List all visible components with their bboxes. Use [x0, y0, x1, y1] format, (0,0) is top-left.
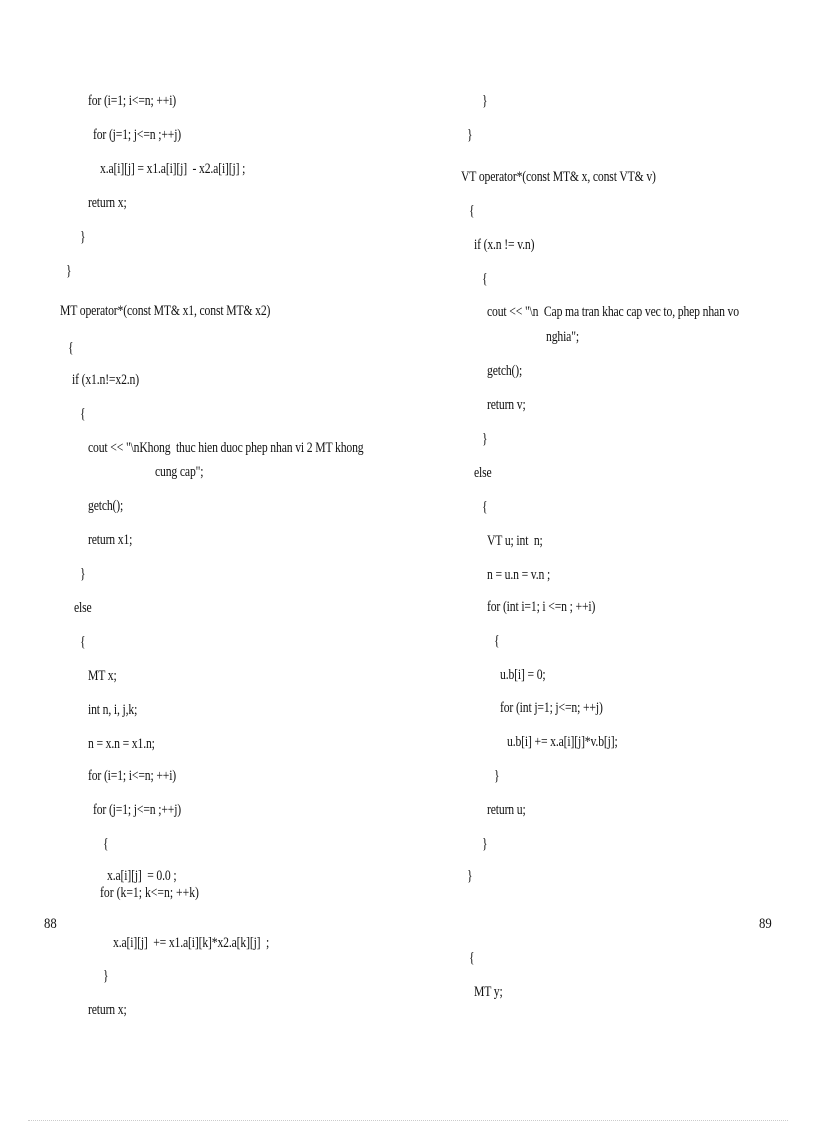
code-line: n = x.n = x1.n;	[88, 736, 155, 752]
code-line: }	[494, 768, 500, 784]
code-line: {	[482, 271, 488, 287]
code-line: nghia";	[546, 329, 579, 345]
code-line: for (int i=1; i <=n ; ++i)	[487, 599, 596, 615]
code-line: n = u.n = v.n ;	[487, 567, 551, 583]
code-line: x.a[i][j] = 0.0 ;	[107, 868, 177, 884]
code-line: }	[482, 836, 488, 852]
code-line: }	[66, 263, 72, 279]
code-line: MT operator*(const MT& x1, const MT& x2)	[60, 303, 271, 319]
code-line: for (i=1; i<=n; ++i)	[88, 93, 177, 109]
code-line: u.b[i] += x.a[i][j]*v.b[j];	[507, 734, 618, 750]
code-line: int n, i, j,k;	[88, 702, 138, 718]
code-line: cung cap";	[155, 464, 204, 480]
code-line: cout << "\nKhong thuc hien duoc phep nhan vi 2 MT khong	[88, 440, 364, 456]
code-line: MT y;	[474, 984, 503, 1000]
code-line: else	[474, 465, 492, 481]
code-line: VT u; int n;	[487, 533, 543, 549]
code-line: return x1;	[88, 532, 133, 548]
code-line: {	[469, 203, 475, 219]
code-line: for (j=1; j<=n ;++j)	[93, 127, 182, 143]
code-line: }	[80, 566, 86, 582]
page-number-right: 89	[759, 916, 772, 932]
page-bottom-divider	[28, 1120, 788, 1121]
code-line: return u;	[487, 802, 526, 818]
code-line: }	[467, 868, 473, 884]
code-line: getch();	[88, 498, 124, 514]
code-line: {	[103, 836, 109, 852]
code-line: u.b[i] = 0;	[500, 667, 546, 683]
code-line: x.a[i][j] += x1.a[i][k]*x2.a[k][j] ;	[113, 935, 270, 951]
code-line: }	[103, 968, 109, 984]
code-line: for (int j=1; j<=n; ++j)	[500, 700, 603, 716]
code-line: {	[482, 499, 488, 515]
code-line: for (i=1; i<=n; ++i)	[88, 768, 177, 784]
code-line: }	[482, 431, 488, 447]
code-line: {	[469, 950, 475, 966]
code-line: return x;	[88, 1002, 127, 1018]
code-line: {	[80, 406, 86, 422]
code-line: VT operator*(const MT& x, const VT& v)	[461, 169, 656, 185]
code-line: for (j=1; j<=n ;++j)	[93, 802, 182, 818]
code-line: return x;	[88, 195, 127, 211]
page-number-left: 88	[44, 916, 57, 932]
code-line: }	[482, 93, 488, 109]
clipped-code-line: for (k=1; k<=n; ++k)	[100, 885, 199, 901]
code-line: else	[74, 600, 92, 616]
code-line: x.a[i][j] = x1.a[i][j] - x2.a[i][j] ;	[100, 161, 246, 177]
code-line: if (x.n != v.n)	[474, 237, 535, 253]
code-line: }	[80, 229, 86, 245]
code-line: {	[80, 634, 86, 650]
code-line: if (x1.n!=x2.n)	[72, 372, 139, 388]
code-line: MT x;	[88, 668, 117, 684]
code-line: {	[68, 340, 74, 356]
code-line: getch();	[487, 363, 523, 379]
code-line: }	[467, 127, 473, 143]
code-line: {	[494, 633, 500, 649]
code-line: cout << "\n Cap ma tran khac cap vec to, phep nhan vo	[487, 304, 739, 320]
code-line: return v;	[487, 397, 526, 413]
